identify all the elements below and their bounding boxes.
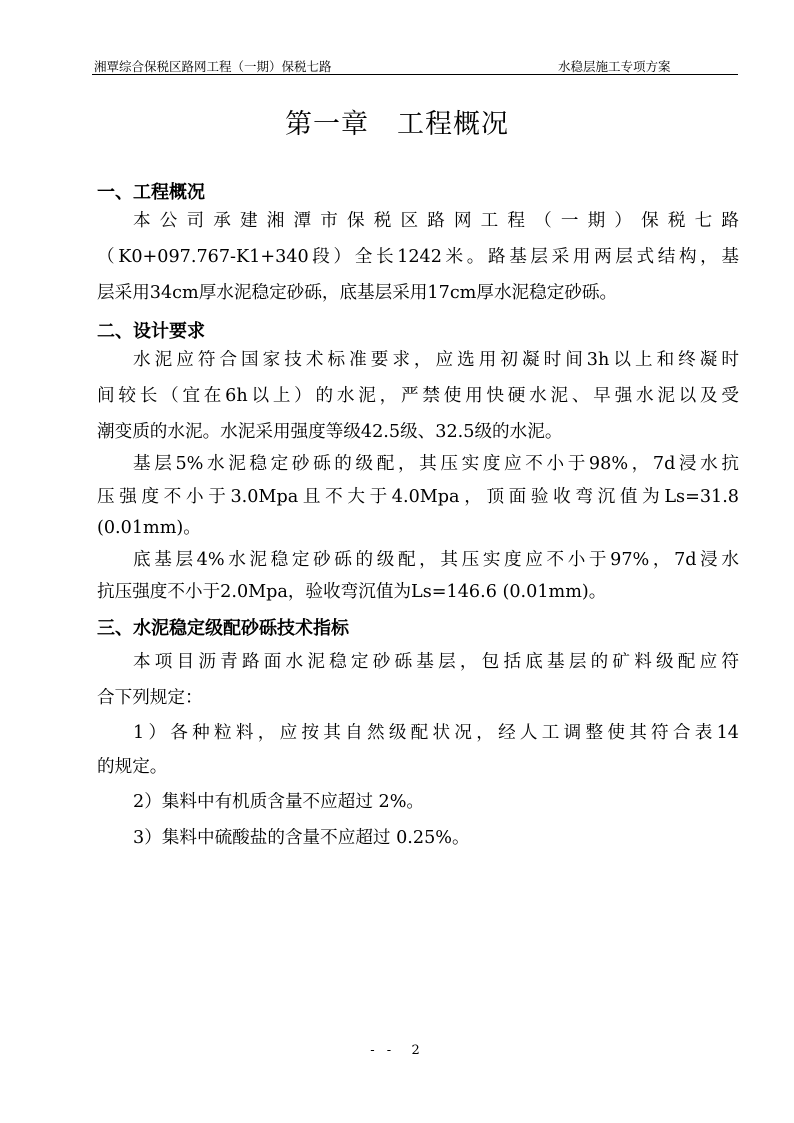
paragraph-line: 潮变质的水泥。水泥采用强度等级42.5级、32.5级的水泥。: [97, 422, 563, 442]
paragraph-line: 间较长（宜在6h以上）的水泥，严禁使用快硬水泥、早强水泥以及受: [97, 386, 739, 406]
paragraph-line: 合下列规定：: [97, 688, 203, 708]
section-heading-design-requirements: 二、设计要求: [97, 321, 205, 342]
paragraph-line: 层采用34cm厚水泥稳定砂砾，底基层采用17cm厚水泥稳定砂砾。: [97, 283, 618, 303]
paragraph-line: 基层5%水泥稳定砂砾的级配，其压实度应不小于98%，7d浸水抗: [133, 454, 739, 474]
paragraph-line: 抗压强度不小于2.0Mpa，验收弯沉值为Ls=146.6 (0.01mm)。: [97, 582, 607, 602]
paragraph-line: 本公司承建湘潭市保税区路网工程（一期）保税七路: [133, 211, 739, 231]
page-number: - - 2: [370, 1043, 424, 1058]
paragraph-line: 水泥应符合国家技术标准要求，应选用初凝时间3h以上和终凝时: [133, 350, 739, 370]
section-heading-overview: 一、工程概况: [97, 182, 205, 203]
paragraph-line: 底基层4%水泥稳定砂砾的级配，其压实度应不小于97%，7d浸水: [133, 550, 739, 570]
paragraph-line: 的规定。: [97, 757, 168, 777]
header-document-name: 水稳层施工专项方案: [558, 59, 671, 74]
paragraph-line: (0.01mm)。: [97, 518, 201, 538]
list-item: 2）集料中有机质含量不应超过 2%。: [133, 792, 425, 812]
paragraph-line: 本项目沥青路面水泥稳定砂砾基层，包括底基层的矿料级配应符: [133, 652, 739, 672]
section-heading-technical-indicators: 三、水泥稳定级配砂砾技术指标: [97, 618, 349, 639]
chapter-title: 第一章 工程概况: [285, 109, 509, 140]
paragraph-line: （K0+097.767-K1+340段）全长1242米。路基层采用两层式结构，基: [97, 247, 739, 267]
paragraph-line: 1）各种粒料，应按其自然级配状况，经人工调整使其符合表14: [133, 723, 739, 743]
paragraph-line: 压强度不小于3.0Mpa且不大于4.0Mpa，顶面验收弯沉值为Ls=31.8: [97, 487, 739, 507]
header-project-name: 湘覃综合保税区路网工程（一期）保税七路: [94, 59, 332, 74]
page-header: [92, 54, 738, 75]
list-item: 3）集料中硫酸盐的含量不应超过 0.25%。: [133, 828, 470, 848]
